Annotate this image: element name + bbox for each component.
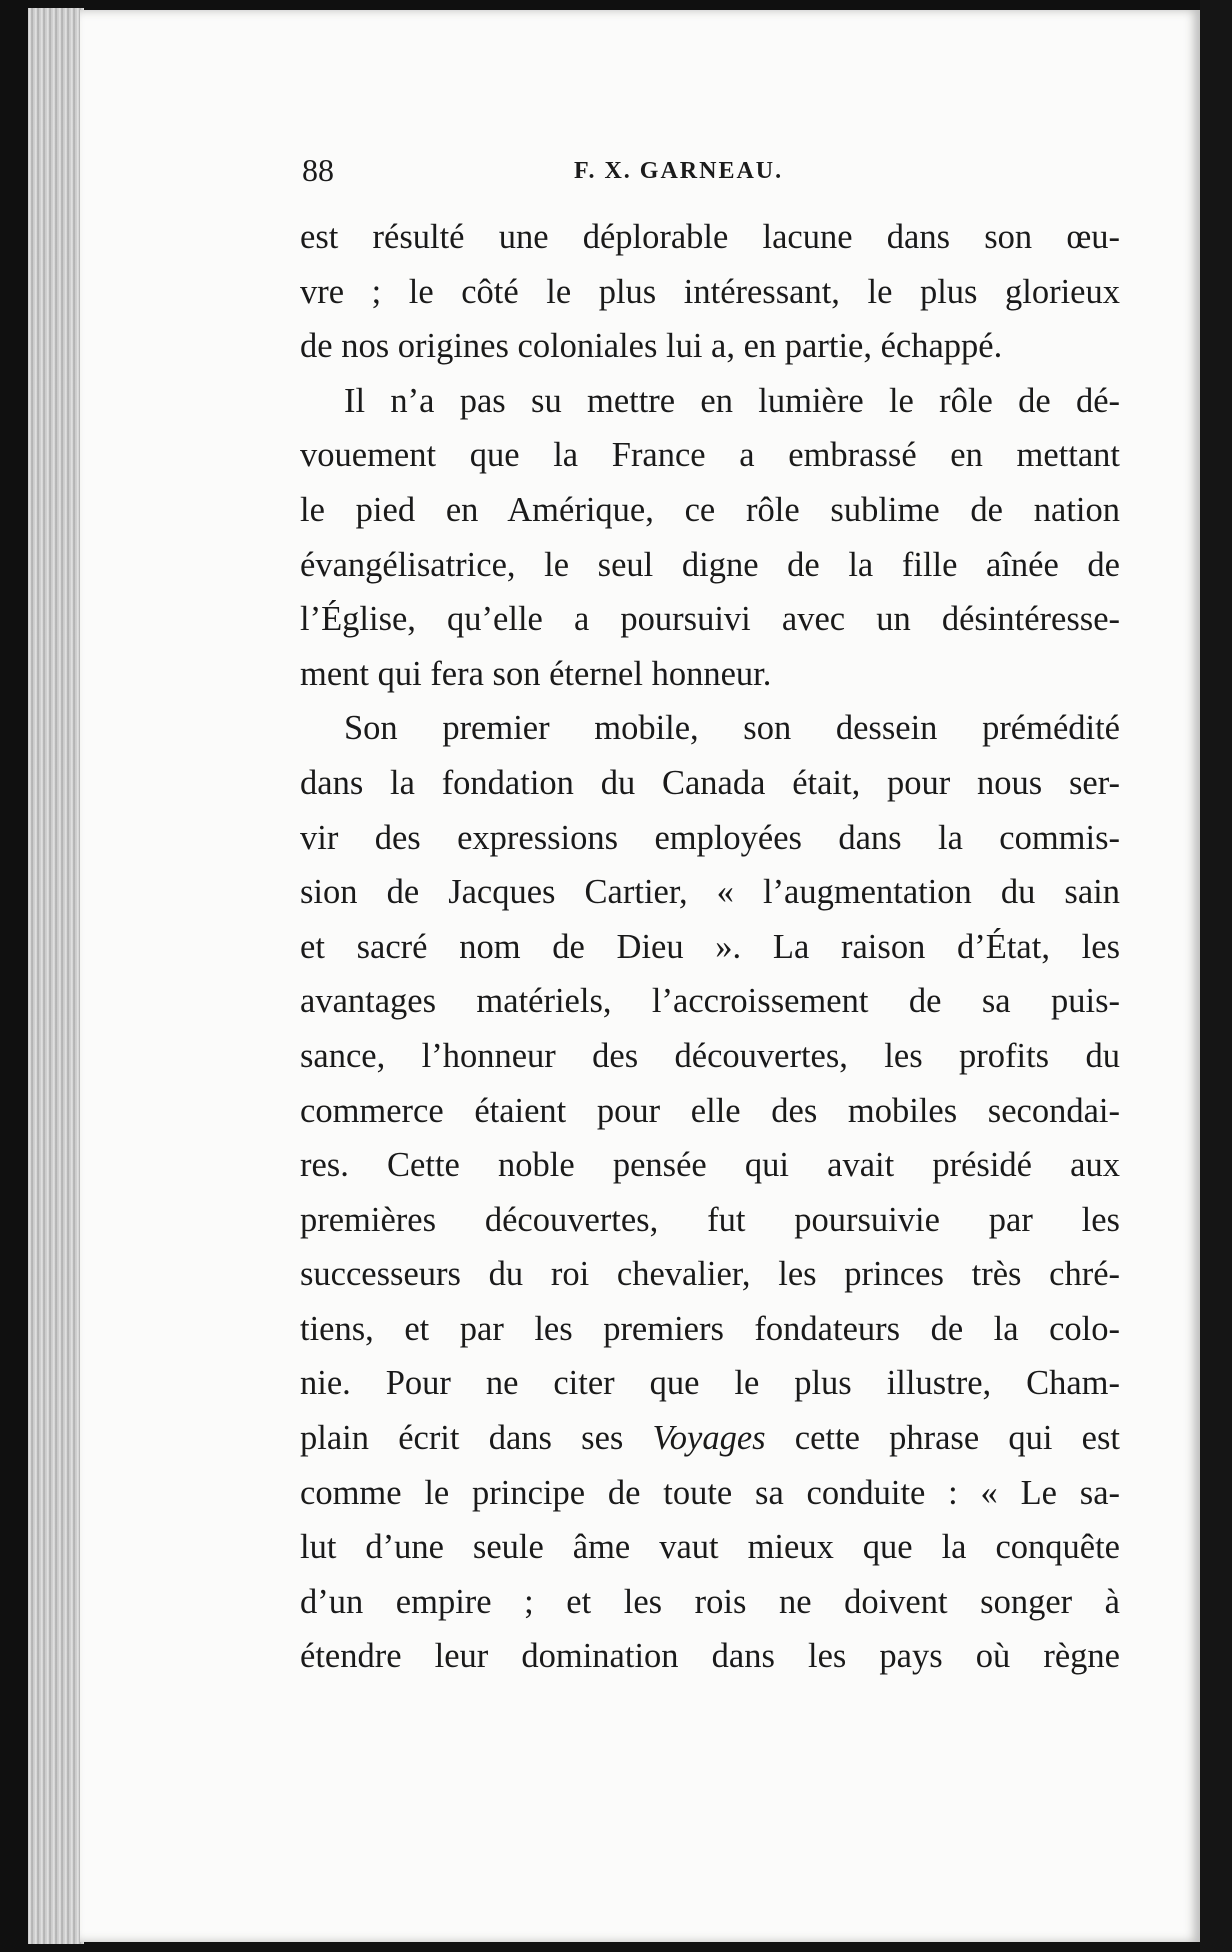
text-line: d’un empire ; et les rois ne doivent songer à [300, 1582, 1120, 1621]
text-line: vre ; le côté le plus intéressant, le plus glorieux [300, 272, 1120, 311]
text-line: lut d’une seule âme vaut mieux que la conquête [300, 1528, 1120, 1567]
body-text [300, 210, 1120, 1684]
text-fragment: plain écrit dans ses [300, 1419, 653, 1458]
text-line: vir des expressions employées dans la commis- [300, 818, 1120, 857]
page-number: 88 [302, 152, 334, 188]
page-header [220, 152, 1120, 194]
text-line: étendre leur domination dans les pays où règne [300, 1637, 1120, 1676]
text-line: le pied en Amérique, ce rôle sublime de nation [300, 490, 1120, 529]
text-line: nie. Pour ne citer que le plus illustre, Cham- [300, 1364, 1120, 1403]
page-stack-edge [28, 8, 84, 1944]
text-line: sion de Jacques Cartier, « l’augmentation du sain [300, 873, 1120, 912]
text-line: commerce étaient pour elle des mobiles secondai- [300, 1091, 1120, 1130]
text-fragment: cette phrase qui est [765, 1419, 1121, 1458]
text-line: successeurs du roi chevalier, les princes très chré- [300, 1255, 1120, 1294]
text-line: évangélisatrice, le seul digne de la fille aînée de [300, 545, 1120, 584]
text-line: est résulté une déplorable lacune dans son œu- [300, 218, 1120, 256]
text-line: dans la fondation du Canada était, pour nous ser- [300, 763, 1120, 802]
text-line: comme le principe de toute sa conduite : « Le sa- [300, 1473, 1120, 1512]
text-line-voyages [300, 1411, 1120, 1466]
running-title: F. X. GARNEAU. [574, 158, 784, 184]
text-line: et sacré nom de Dieu ». La raison d’État, les [300, 927, 1120, 966]
text-line: vouement que la France a embrassé en mettant [300, 436, 1120, 475]
text-line: Son premier mobile, son dessein prémédité [344, 709, 1120, 748]
text-line: de nos origines coloniales lui a, en partie, échappé. [300, 327, 1003, 366]
text-line: res. Cette noble pensée qui avait présidé aux [300, 1146, 1120, 1185]
scan-border [1200, 0, 1232, 1952]
text-line: ment qui fera son éternel honneur. [300, 654, 772, 693]
text-line: Il n’a pas su mettre en lumière le rôle de dé- [344, 381, 1120, 420]
text-line: avantages matériels, l’accroissement de sa puis- [300, 982, 1120, 1021]
text-line: l’Église, qu’elle a poursuivi avec un désintéresse- [300, 600, 1120, 639]
book-title-voyages: Voyages [652, 1419, 766, 1458]
text-line: tiens, et par les premiers fondateurs de la colo- [300, 1309, 1120, 1348]
text-line: sance, l’honneur des découvertes, les profits du [300, 1036, 1120, 1075]
text-line: premières découvertes, fut poursuivie par les [300, 1200, 1120, 1239]
